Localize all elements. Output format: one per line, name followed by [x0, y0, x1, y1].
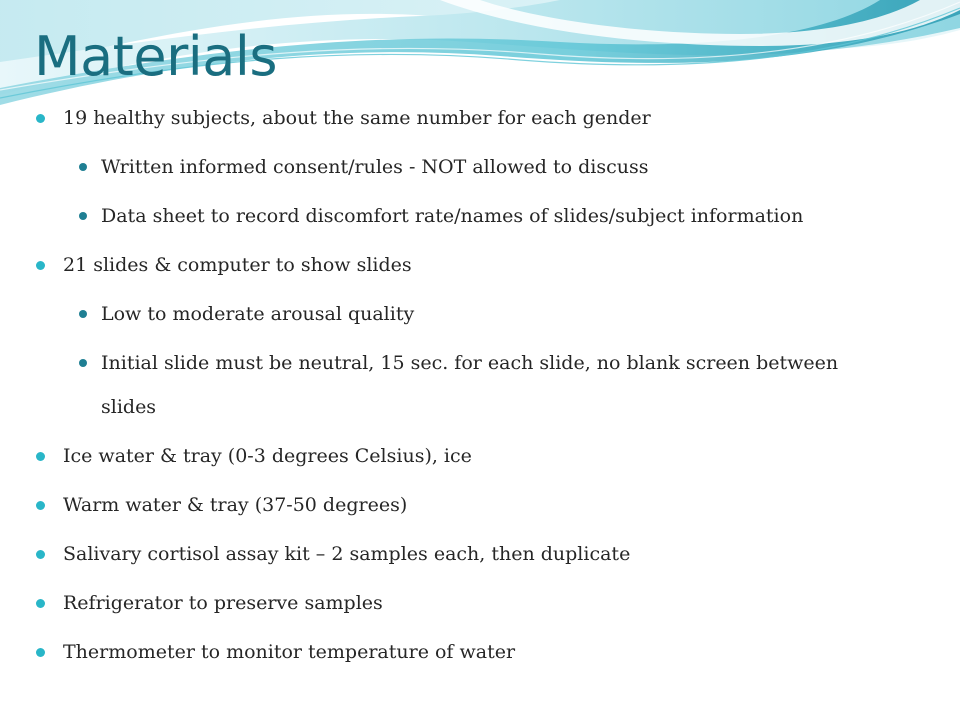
bullet-dot-icon [36, 599, 45, 608]
bullet-item [0, 630, 960, 679]
bullet-dot-icon [36, 114, 45, 123]
sub-bullet-item [0, 194, 960, 243]
sub-bullet-dot-icon [79, 359, 87, 367]
sub-bullet-dot-icon [79, 163, 87, 171]
sub-bullet-text: Initial slide must be neutral, 15 sec. for each slide, no blank screen between slides [101, 352, 839, 418]
sub-bullet-text: Written informed consent/rules - NOT allowed to discuss [101, 156, 649, 178]
bullet-text: Warm water & tray (37-50 degrees) [63, 494, 408, 516]
bullet-item [0, 581, 960, 630]
sub-bullet-dot-icon [79, 310, 87, 318]
bullet-item [0, 96, 960, 145]
bullet-text: Salivary cortisol assay kit – 2 samples each, then duplicate [63, 543, 631, 565]
bullet-item [0, 532, 960, 581]
bullet-list [0, 96, 960, 679]
slide-title: Materials [34, 25, 278, 88]
bullet-dot-icon [36, 550, 45, 559]
bullet-text: 21 slides & computer to show slides [63, 254, 412, 276]
bullet-dot-icon [36, 452, 45, 461]
bullet-item [0, 483, 960, 532]
bullet-dot-icon [36, 261, 45, 270]
sub-bullet-dot-icon [79, 212, 87, 220]
bullet-text: Thermometer to monitor temperature of water [63, 641, 516, 663]
bullet-text: Refrigerator to preserve samples [63, 592, 383, 614]
sub-bullet-item [0, 341, 960, 434]
bullet-text: Ice water & tray (0-3 degrees Celsius), ice [63, 445, 472, 467]
bullet-item [0, 434, 960, 483]
sub-bullet-item [0, 145, 960, 194]
sub-bullet-text: Low to moderate arousal quality [101, 303, 415, 325]
bullet-item [0, 243, 960, 292]
bullet-text: 19 healthy subjects, about the same number for each gender [63, 107, 651, 129]
sub-bullet-item [0, 292, 960, 341]
bullet-dot-icon [36, 648, 45, 657]
sub-bullet-text: Data sheet to record discomfort rate/names of slides/subject information [101, 205, 804, 227]
bullet-dot-icon [36, 501, 45, 510]
